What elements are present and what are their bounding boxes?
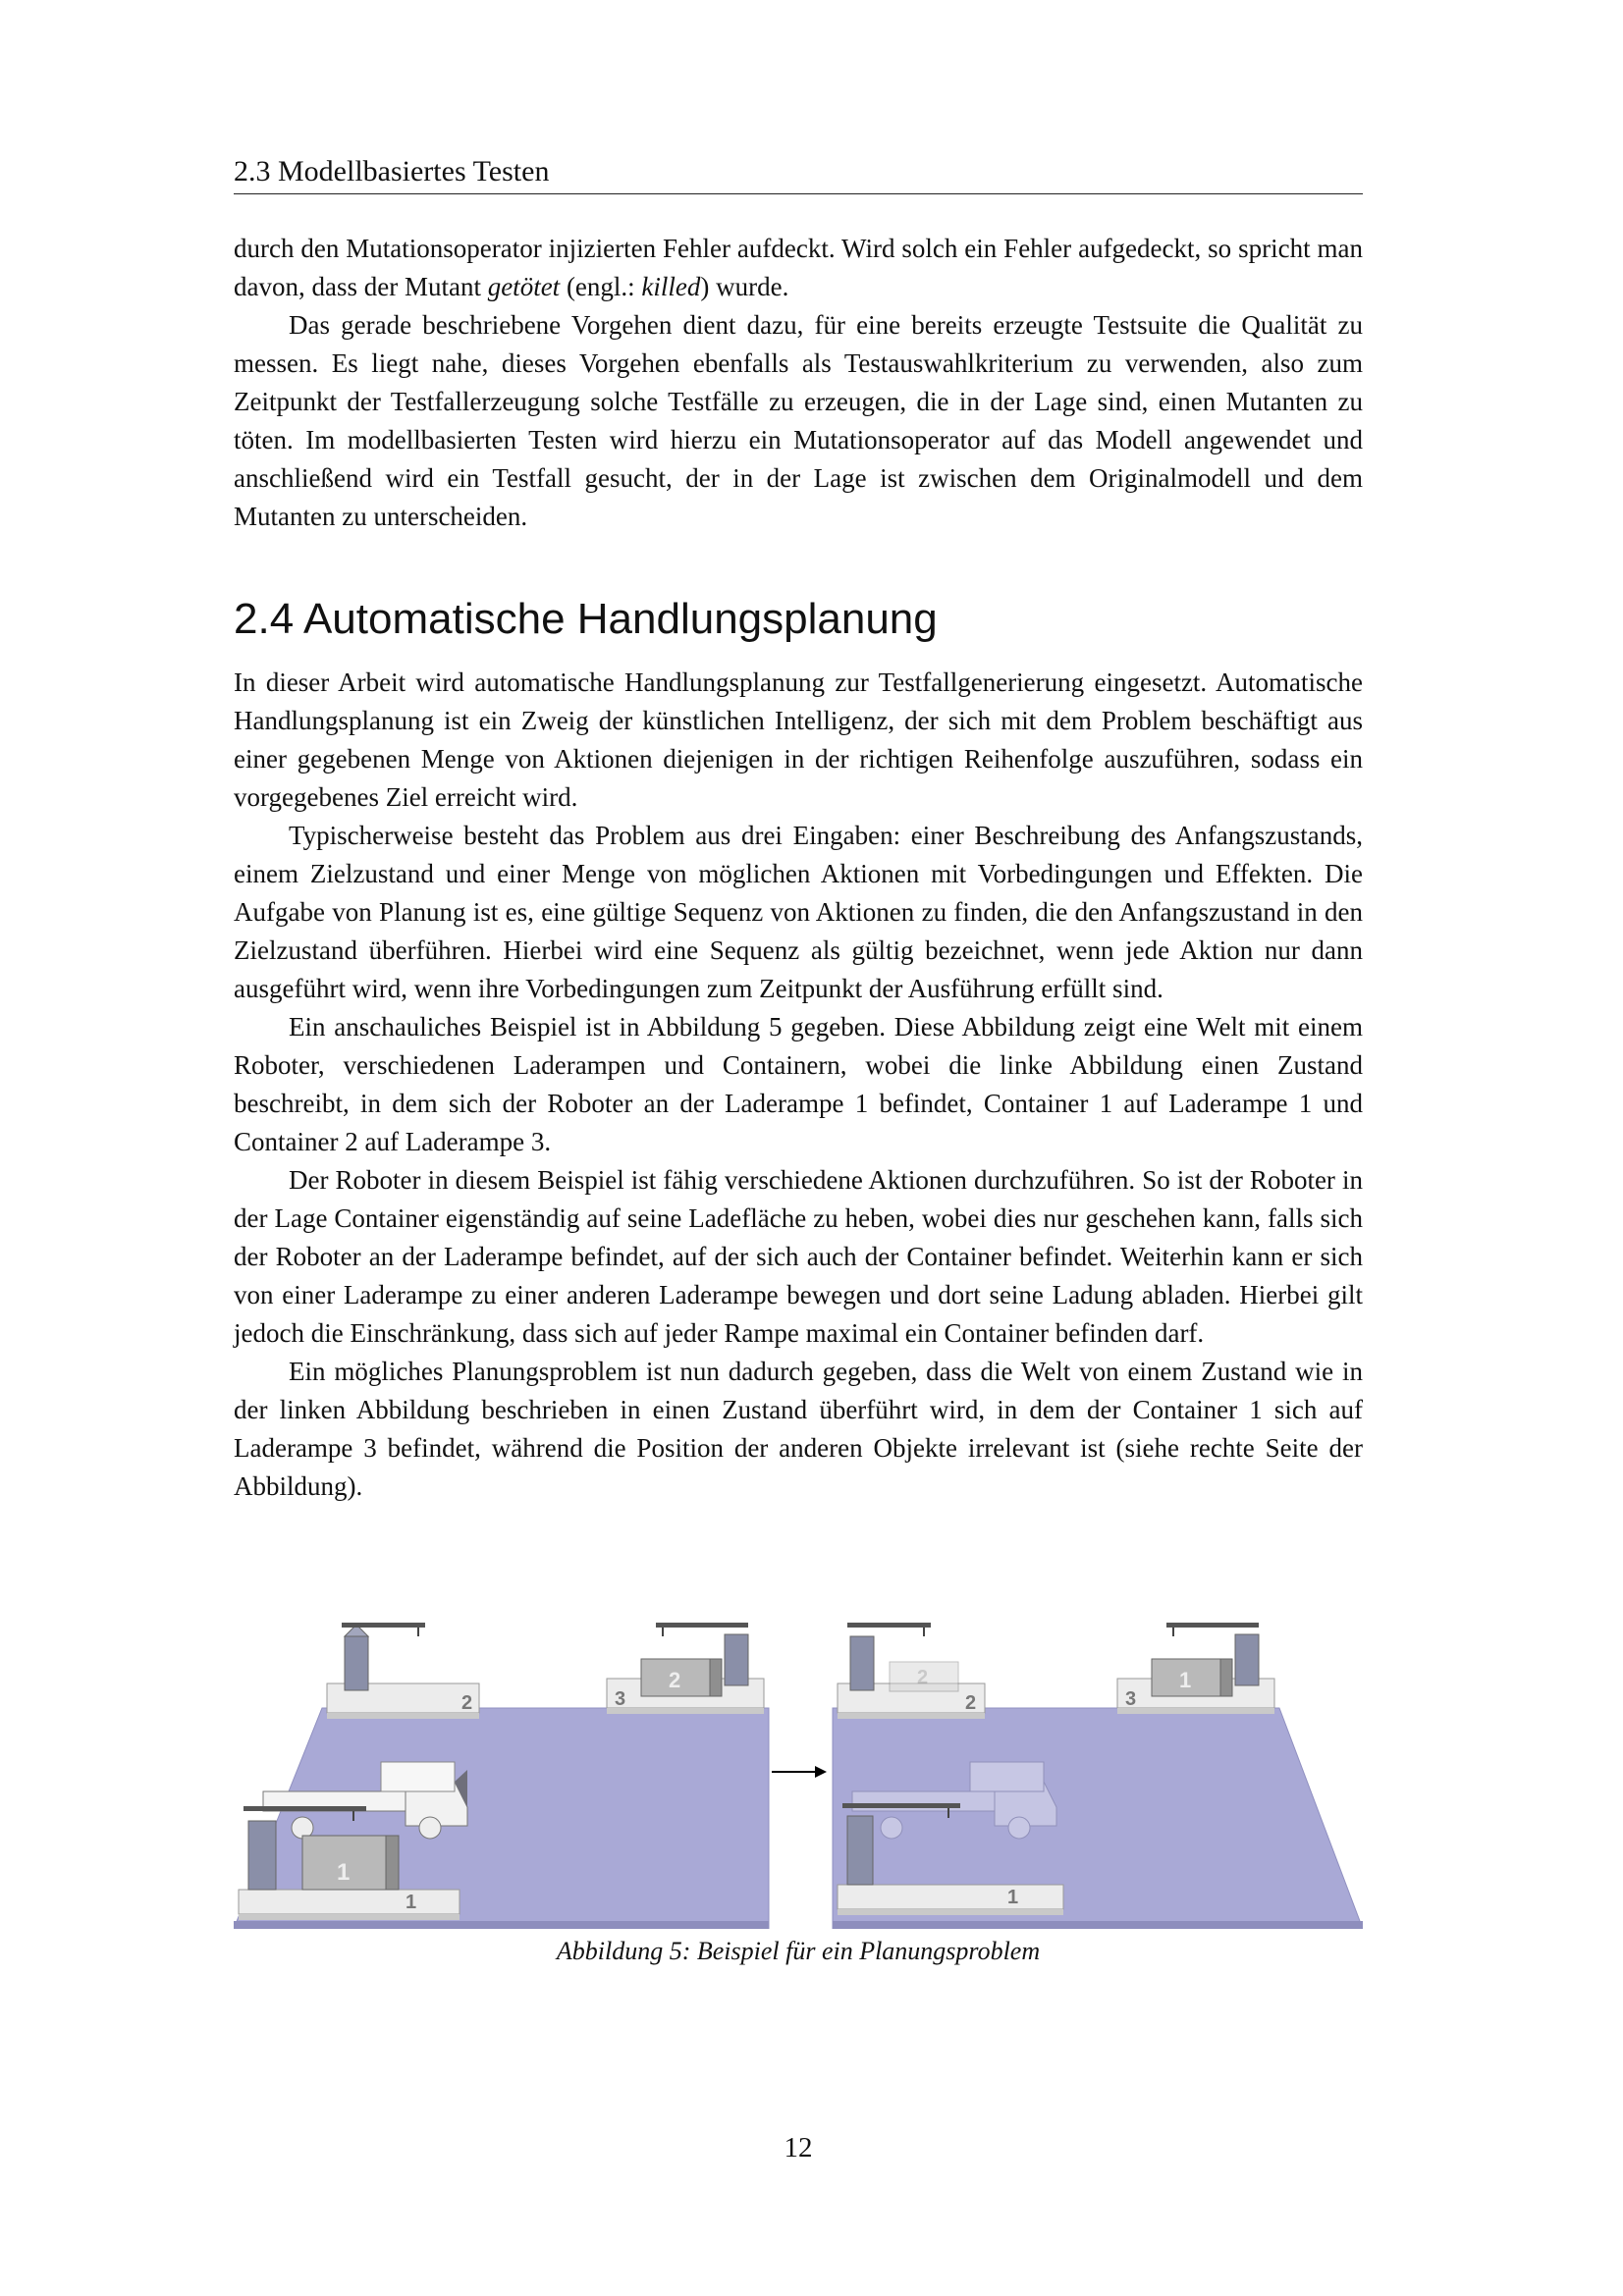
loading-ramp-1: [239, 1890, 460, 1920]
figure-illustration: [234, 1615, 1363, 1929]
paragraph-problem-inputs: Typischerweise besteht das Problem aus drei Eingaben: einer Beschreibung des Anfangszustands, einem Zielzustand und einer Menge von möglichen Aktionen mit Vorbedingungen und Effekten. Die Aufgabe von Planung ist es, eine gültige Sequenz von Aktionen zu finden, die den Anfangszustand in den Zielzustand überführen. Hierbei wird eine Sequenz als gültig bezeichnet, wenn jede Aktion nur dann ausgeführt wird, wenn ihre Vorbedingungen zum Zeitpunkt der Ausführung erfüllt sind.: [234, 821, 1363, 1003]
container-label-1: 1: [1179, 1668, 1192, 1692]
text-span: durch den Mutationsoperator injizierten Fehler aufdeckt. Wird solch ein Fehler aufgedeckt, so spricht man davon, dass der Mutant: [234, 234, 1363, 301]
header-rule: [234, 193, 1363, 194]
paragraph-planning-problem: Ein mögliches Planungsproblem ist nun dadurch gegeben, dass die Welt von einem Zustand wie in der linken Abbildung beschrieben in einen Zustand überführt wird, in dem der Container 1 sich auf Laderampe 3 befindet, während die Position der anderen Objekte irrelevant ist (siehe rechte Seite der Abbildung).: [234, 1357, 1363, 1501]
container-1: [1152, 1659, 1232, 1696]
figure-planning-example: [234, 1615, 1363, 1929]
section-heading: 2.4 Automatische Handlungsplanung: [234, 595, 938, 643]
paragraph-intro: In dieser Arbeit wird automatische Handlungsplanung zur Testfallgenerierung eingesetzt. Automatische Handlungsplanung ist ein Zweig der künstlichen Intelligenz, der sich mit dem Problem beschäftigt aus einer gegebenen Menge von Aktionen diejenigen in der richtigen Reihenfolge auszuführen, sodass ein vorgegebenes Ziel erreicht wird.: [234, 667, 1363, 812]
right-scene: [833, 1623, 1363, 1929]
container-label-2: 2: [669, 1668, 681, 1692]
paragraph-continuation: [234, 230, 1363, 306]
transition-arrow: [772, 1766, 827, 1778]
ramp-label-1: 1: [1007, 1887, 1019, 1908]
text-span: ) wurde.: [700, 272, 789, 301]
paragraph-mutation-testing: Das gerade beschriebene Vorgehen dient dazu, für eine bereits erzeugte Testsuite die Qualität zu messen. Es liegt nahe, dieses Vorgehen ebenfalls als Testauswahlkriterium zu verwenden, also zum Zeitpunkt der Testfallerzeugung solche Testfälle zu erzeugen, die in der Lage sind, einen Mutanten zu töten. Im modellbasierten Testen wird hierzu ein Mutationsoperator auf das Modell angewendet und anschließend wird ein Testfall gesucht, der in der Lage ist zwischen dem Originalmodell und dem Mutanten zu unterscheiden.: [234, 310, 1363, 531]
ramp-label-1: 1: [406, 1892, 417, 1913]
term-killed: killed: [641, 272, 701, 301]
running-header: 2.3 Modellbasiertes Testen: [234, 155, 550, 187]
floor-edge: [234, 1921, 769, 1929]
text-span: (engl.:: [560, 272, 642, 301]
paragraph-example: Ein anschauliches Beispiel ist in Abbildung 5 gegeben. Diese Abbildung zeigt eine Welt mit einem Roboter, verschiedenen Laderampen und Containern, wobei die linke Abbildung einen Zustand beschreibt, in dem sich der Roboter an der Laderampe 1 befindet, Container 1 auf Laderampe 1 und Container 2 auf Laderampe 3.: [234, 1012, 1363, 1156]
container-label-1: 1: [337, 1859, 351, 1886]
container-label-2: 2: [917, 1667, 929, 1688]
floor-edge: [833, 1921, 1363, 1929]
ramp-label-3: 3: [1125, 1688, 1137, 1710]
container-2: [641, 1659, 722, 1696]
ramp-label-3: 3: [615, 1688, 626, 1710]
page-number: 12: [784, 2132, 813, 2163]
left-scene: [234, 1623, 769, 1929]
top-text-block: [234, 230, 1363, 536]
paragraph-robot-actions: Der Roboter in diesem Beispiel ist fähig verschiedene Aktionen durchzuführen. So ist der Roboter in der Lage Container eigenständig auf seine Ladefläche zu heben, wobei dies nur geschehen kann, falls sich der Roboter an der Laderampe befindet, auf der sich auch der Container befindet. Weiterhin kann er sich von einer Laderampe zu einer anderen Laderampe bewegen und dort seine Ladung abladen. Hierbei gilt jedoch die Einschränkung, dass sich auf jeder Rampe maximal ein Container befinden darf.: [234, 1165, 1363, 1348]
container-1: [302, 1836, 399, 1890]
ramp-label-2: 2: [965, 1692, 977, 1714]
crane-2: [342, 1623, 425, 1690]
section-text-block: [234, 664, 1363, 1506]
container-2-ghost: [890, 1662, 958, 1691]
loading-ramp-1: [838, 1885, 1063, 1915]
term-getoetet: getötet: [487, 272, 561, 301]
figure-caption: Abbildung 5: Beispiel für ein Planungsproblem: [556, 1937, 1041, 1965]
ramp-label-2: 2: [461, 1692, 473, 1714]
